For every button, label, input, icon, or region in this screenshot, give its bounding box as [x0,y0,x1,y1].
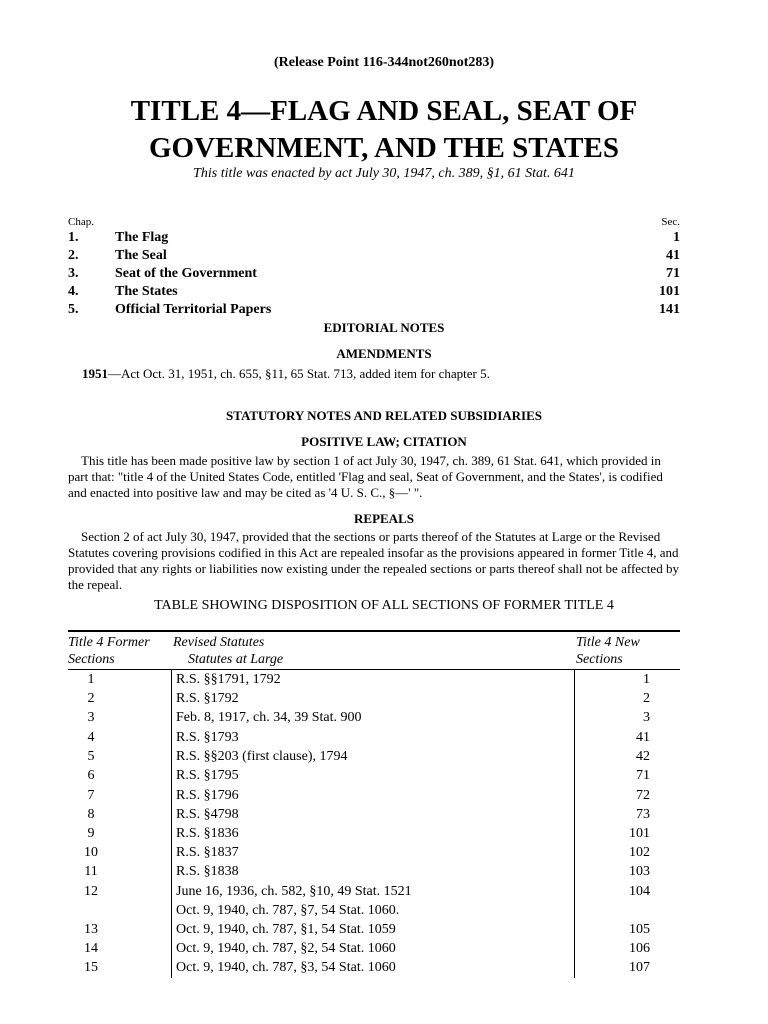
row-former-section: 7 [87,788,95,803]
row-new-section: 42 [636,749,650,764]
header-new-line2: Sections [576,652,623,667]
row-new-section: 72 [636,788,650,803]
toc-item [68,266,680,284]
amendments-heading: AMENDMENTS [336,346,432,361]
row-former-section: 6 [87,768,95,783]
toc-section-number: 71 [666,266,680,281]
row-source: R.S. §1837 [176,845,239,860]
toc-item [68,302,680,320]
row-former-section: 4 [87,730,95,745]
amendment-note [82,366,682,382]
row-source: Feb. 8, 1917, ch. 34, 39 Stat. 900 [176,710,362,725]
title-line-2: GOVERNMENT, AND THE STATES [148,132,619,164]
toc-section-number: 141 [659,302,680,317]
toc-chapter-name: Official Territorial Papers [115,302,272,317]
title-line-1: TITLE 4—FLAG AND SEAL, SEAT OF [130,95,638,127]
toc-chapter-name: The Seal [115,248,167,263]
row-former-section: 12 [84,884,98,899]
positive-law-heading: POSITIVE LAW; CITATION [301,434,467,449]
header-source-line2: Statutes at Large [188,652,284,667]
release-point: (Release Point 116-344not260not283) [273,55,495,70]
row-new-section: 105 [629,922,650,937]
toc-chap-header: Chap. [68,216,94,228]
row-former-section [68,901,114,920]
row-new-section: 41 [636,730,650,745]
row-source: Oct. 9, 1940, ch. 787, §3, 54 Stat. 1060 [176,960,396,975]
row-former-section: 3 [87,710,95,725]
row-former-section: 1 [87,672,95,687]
row-new-section: 104 [629,884,650,899]
row-new-section: 71 [636,768,650,783]
amendment-year: 1951 [82,366,108,381]
toc-section-number: 1 [673,230,680,245]
row-new-section: 3 [643,710,650,725]
row-source: Oct. 9, 1940, ch. 787, §7, 54 Stat. 1060. [176,903,400,918]
row-former-section: 14 [84,941,98,956]
row-former-section: 10 [84,845,98,860]
header-source-line1: Revised Statutes [173,635,265,650]
toc-chapter-number: 2. [68,248,79,263]
row-new-section: 107 [629,960,650,975]
row-source: R.S. §1793 [176,730,239,745]
toc-chapter-name: The Flag [115,230,169,245]
header-former-line2: Sections [68,652,115,667]
table-top-rule [68,630,680,632]
repeals-paragraph: Section 2 of act July 30, 1947, provided that the sections or parts thereof of the Statutes at Large or the Revised Statutes covering provisions codified in this Act are repealed insofar as the provisions appeared in former Title 4, and provided that any rights or liabilities now existing under the repealed sections or parts thereof shall not be affected by the repeal. [68,529,679,592]
statutory-notes-heading: STATUTORY NOTES AND RELATED SUBSIDIARIES [226,408,542,423]
header-new-line1: Title 4 New [576,635,640,650]
header-new-sections [576,634,640,668]
row-former-section: 15 [84,960,98,975]
row-source: Oct. 9, 1940, ch. 787, §2, 54 Stat. 1060 [176,941,396,956]
row-new-section [580,901,650,920]
table-title: TABLE SHOWING DISPOSITION OF ALL SECTIONS OF FORMER TITLE 4 [154,598,614,613]
table-column-divider [171,669,172,978]
row-new-section: 102 [629,845,650,860]
row-source: R.S. §1792 [176,691,239,706]
row-source: R.S. §1836 [176,826,239,841]
row-former-section: 5 [87,749,95,764]
row-former-section: 8 [87,807,95,822]
row-new-section: 106 [629,941,650,956]
header-source [173,634,283,668]
row-source: R.S. §1796 [176,788,239,803]
toc-item [68,230,680,248]
row-new-section: 103 [629,864,650,879]
positive-law-paragraph: This title has been made positive law by section 1 of act July 30, 1947, ch. 389, 61 Stat. 641, which provided in part that: "title 4 of the United States Code, entitled 'Flag and seal, Seat of Government, and the States', is codified and enacted into positive law and may be cited as '4 U. S. C., §—' ". [68,453,663,500]
row-source: R.S. §1838 [176,864,239,879]
header-former-sections [68,634,150,668]
toc-chapter-number: 1. [68,230,79,245]
repeals-heading: REPEALS [354,511,414,526]
amendment-text: —Act Oct. 31, 1951, ch. 655, §11, 65 Stat. 713, added item for chapter 5. [108,366,490,381]
row-former-section: 2 [87,691,95,706]
table-column-divider [574,669,575,978]
row-source: R.S. §4798 [176,807,239,822]
editorial-notes-heading: EDITORIAL NOTES [323,320,445,335]
row-source: R.S. §§1791, 1792 [176,672,281,687]
enactment-note: This title was enacted by act July 30, 1947, ch. 389, §1, 61 Stat. 641 [193,166,575,181]
row-new-section: 101 [629,826,650,841]
toc-section-number: 101 [659,284,680,299]
row-source: R.S. §§203 (first clause), 1794 [176,749,348,764]
row-source: June 16, 1936, ch. 582, §10, 49 Stat. 1521 [176,884,412,899]
toc-chapter-number: 5. [68,302,79,317]
row-former-section: 11 [84,864,98,879]
row-former-section: 9 [87,826,95,841]
page-title [60,93,708,167]
toc-chapter-name: The States [115,284,178,299]
header-former-line1: Title 4 Former [68,635,150,650]
toc-chapter-name: Seat of the Government [115,266,257,281]
toc-chapter-number: 3. [68,266,79,281]
toc-section-number: 41 [666,248,680,263]
row-former-section: 13 [84,922,98,937]
toc-item [68,284,680,302]
row-new-section: 1 [643,672,650,687]
toc-item [68,248,680,266]
toc-sec-header: Sec. [661,216,680,228]
row-new-section: 2 [643,691,650,706]
row-new-section: 73 [636,807,650,822]
toc-chapter-number: 4. [68,284,79,299]
row-source: R.S. §1795 [176,768,239,783]
row-source: Oct. 9, 1940, ch. 787, §1, 54 Stat. 1059 [176,922,396,937]
